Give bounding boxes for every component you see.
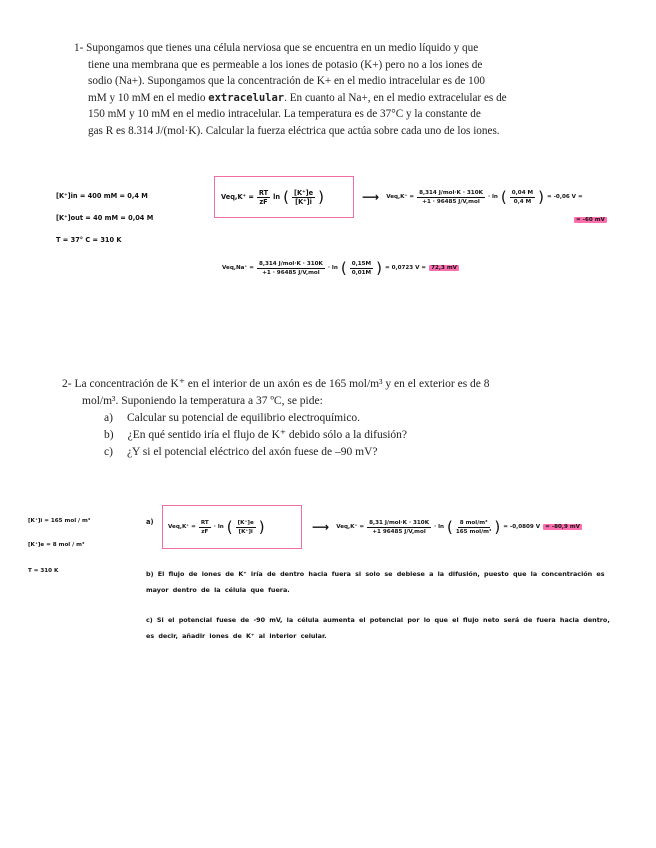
fraction-numerator: 8,314 J/mol·K · 310K bbox=[419, 189, 483, 196]
problem-2-line: mol/m³. Suponiendo la temperatura a 37 ºC, se pide: bbox=[82, 395, 323, 407]
list-text: Calcular su potencial de equilibrio electroquímico. bbox=[126, 412, 361, 424]
k-fraction bbox=[367, 519, 431, 536]
nernst-fraction bbox=[199, 519, 211, 536]
list-marker: a) bbox=[104, 412, 113, 424]
ln-fraction bbox=[510, 189, 535, 206]
list-item bbox=[104, 410, 582, 427]
fraction-numerator: 0,15M bbox=[351, 260, 372, 267]
ln-label: · ln bbox=[434, 524, 445, 530]
ln-fraction bbox=[292, 189, 315, 206]
list-marker: c) bbox=[104, 446, 113, 458]
fraction-denominator: zF bbox=[201, 528, 209, 535]
problem-2-statement bbox=[62, 376, 582, 461]
k-calculation: ⟶ Veq,K⁺ = $\frac{\text{8,314 J/mol·K · 310K}}{\text{+1 · 96485 J/V,mol}}$ · ln ( $\frac{0,04 M}{0,4 M}$ ) = -0,06 V = bbox=[362, 188, 583, 206]
given-k-out: [K⁺]out = 40 mM = 0,04 M bbox=[56, 214, 154, 222]
ln-label: ln bbox=[273, 193, 281, 201]
na-result-mv: 72,3 mV bbox=[431, 265, 457, 271]
list-text: ¿Y si el potencial eléctrico del axón fuese de –90 mV? bbox=[126, 446, 378, 458]
problem-2-line: 2- La concentración de K⁺ en el interior de un axón es de 165 mol/m³ y en el exterior es de 8 bbox=[62, 378, 490, 390]
fraction-denominator: [K⁺]i bbox=[295, 197, 312, 206]
ln-label: · ln bbox=[327, 265, 338, 271]
k-result-mv: = -80,9 mV bbox=[545, 524, 580, 530]
nernst-lhs: Veq,K⁺ = bbox=[168, 524, 196, 530]
fraction-numerator: [K⁺]e bbox=[293, 188, 314, 197]
fraction-numerator: RT bbox=[200, 519, 209, 526]
ln-label: · ln bbox=[487, 194, 498, 200]
problem-1-statement bbox=[74, 40, 564, 140]
fraction-numerator: [K⁺]e bbox=[237, 519, 254, 526]
fraction-numerator: 8,314 J/mol·K · 310K bbox=[259, 260, 323, 267]
fraction-numerator: 8,31 J/mol·K · 310K bbox=[369, 519, 430, 526]
k-calculation: ⟶ Veq,K⁺ = $\frac{\text{8,31 J/mol·K · 310K}}{\text{+1 96485 J/V,mol}}$ · ln ( $\frac{\text{8 mol/m³}}{\text{165 mol/m³}}$ ) = -0,0809 V = -80,9 mV bbox=[312, 518, 580, 536]
given-k-i: [K⁺]i = 165 mol / m³ bbox=[28, 518, 91, 524]
list-item bbox=[104, 444, 582, 461]
arrow-icon: ⟶ bbox=[312, 520, 330, 534]
part-a-marker: a) bbox=[146, 518, 154, 526]
fraction-denominator: 0,4 M bbox=[513, 198, 532, 205]
problem-1-line: 1- Supongamos que tienes una célula nerviosa que se encuentra en un medio líquido y que bbox=[74, 42, 479, 54]
given-temperature: T = 310 K bbox=[28, 568, 59, 574]
given-k-in: [K⁺]in = 400 mM = 0,4 M bbox=[56, 192, 148, 200]
list-text: ¿En qué sentido iría el flujo de K⁺ debido sólo a la difusión? bbox=[127, 429, 408, 441]
na-result-volts: = 0,0723 V = bbox=[384, 265, 427, 271]
arrow-icon: ⟶ bbox=[362, 190, 380, 204]
problem-2-list bbox=[62, 410, 582, 461]
na-calculation: Veq,Na⁺ = $\frac{\text{8,314 J/mol·K · 310K}}{\text{+1 · 96485 J/V,mol}}$ · ln ( $\frac{0,15M}{0,01M}$ ) = 0,0723 V = 72,3 mV bbox=[222, 259, 457, 277]
highlight: = -60 mV bbox=[576, 217, 605, 223]
nernst-fraction bbox=[257, 189, 270, 206]
part-b-answer: b) El flujo de iones de K⁺ iría de dentro hacia fuera si solo se debiese a la difusión, puesto que la concentración es mayor dentro de la célula que fuera. bbox=[146, 570, 605, 594]
nernst-formula: Veq,K⁺ = $\frac{RT}{zF}$ · ln ( $\frac{[K^+]e}{[K^+]i}$ ) bbox=[168, 518, 265, 536]
given-k-e: [K⁺]e = 8 mol / m³ bbox=[28, 542, 85, 548]
fraction-numerator: 0,04 M bbox=[511, 189, 534, 196]
k-result-volts: = -0,0809 V bbox=[503, 524, 541, 530]
fraction-numerator: 8 mol/m³ bbox=[459, 519, 488, 526]
fraction-denominator: +1 · 96485 J/V,mol bbox=[262, 269, 320, 276]
problem-1-line: gas R es 8.314 J/(mol·K). Calcular la fuerza eléctrica que actúa sobre cada uno de los iones. bbox=[88, 124, 500, 137]
fraction-denominator: zF bbox=[259, 197, 268, 206]
k-fraction bbox=[417, 189, 485, 206]
fraction-denominator: +1 96485 J/V,mol bbox=[372, 528, 426, 535]
nernst-lhs: Veq,K⁺ = bbox=[221, 193, 254, 201]
fraction-denominator: 0,01M bbox=[351, 269, 372, 276]
ln-fraction bbox=[236, 519, 256, 536]
k-result-mv bbox=[574, 217, 607, 223]
ln-fraction bbox=[456, 519, 492, 536]
k-lhs: Veq,K⁺ = bbox=[336, 524, 365, 530]
ln-label: · ln bbox=[213, 524, 224, 530]
text-segment: . En cuanto al Na+, en el medio extracelular es de bbox=[284, 91, 507, 104]
fraction-denominator: 165 mol/m³ bbox=[455, 528, 492, 535]
k-result-volts: = -0,06 V = bbox=[546, 194, 583, 200]
fraction-numerator: RT bbox=[258, 188, 269, 197]
ln-fraction bbox=[350, 260, 373, 277]
nernst-formula: Veq,K⁺ = $\frac{RT}{zF}$ ln ( $\frac{[K^+]e}{[K^+]i}$ ) bbox=[221, 188, 324, 206]
problem-1-line: 150 mM y 10 mM en el medio intracelular. La temperatura es de 37°C y la constante de bbox=[88, 108, 481, 121]
handwritten-correction: extracelular bbox=[208, 91, 285, 104]
given-temperature: T = 37° C = 310 K bbox=[56, 236, 122, 244]
part-c-answer: c) Si el potencial fuese de -90 mV, la célula aumenta el potencial por lo que el flujo neto será de fuera hacia dentro, es decir, añadir iones de K⁺ al interior celular. bbox=[146, 616, 610, 640]
problem-1-line: sodio (Na+). Supongamos que la concentración de K+ en el medio intracelular es de 100 bbox=[88, 75, 485, 88]
na-lhs: Veq,Na⁺ = bbox=[222, 265, 254, 271]
problem-1-line bbox=[74, 90, 564, 107]
list-item bbox=[104, 427, 582, 444]
text-segment: mM y 10 mM en el medio bbox=[88, 91, 206, 104]
problem-1-line: tiene una membrana que es permeable a los iones de potasio (K+) pero no a los iones de bbox=[88, 58, 483, 71]
k-lhs: Veq,K⁺ = bbox=[386, 194, 415, 200]
na-fraction bbox=[257, 260, 325, 277]
list-marker: b) bbox=[104, 429, 114, 441]
fraction-denominator: +1 · 96485 J/V,mol bbox=[422, 198, 480, 205]
fraction-denominator: [K⁺]i bbox=[238, 528, 253, 535]
